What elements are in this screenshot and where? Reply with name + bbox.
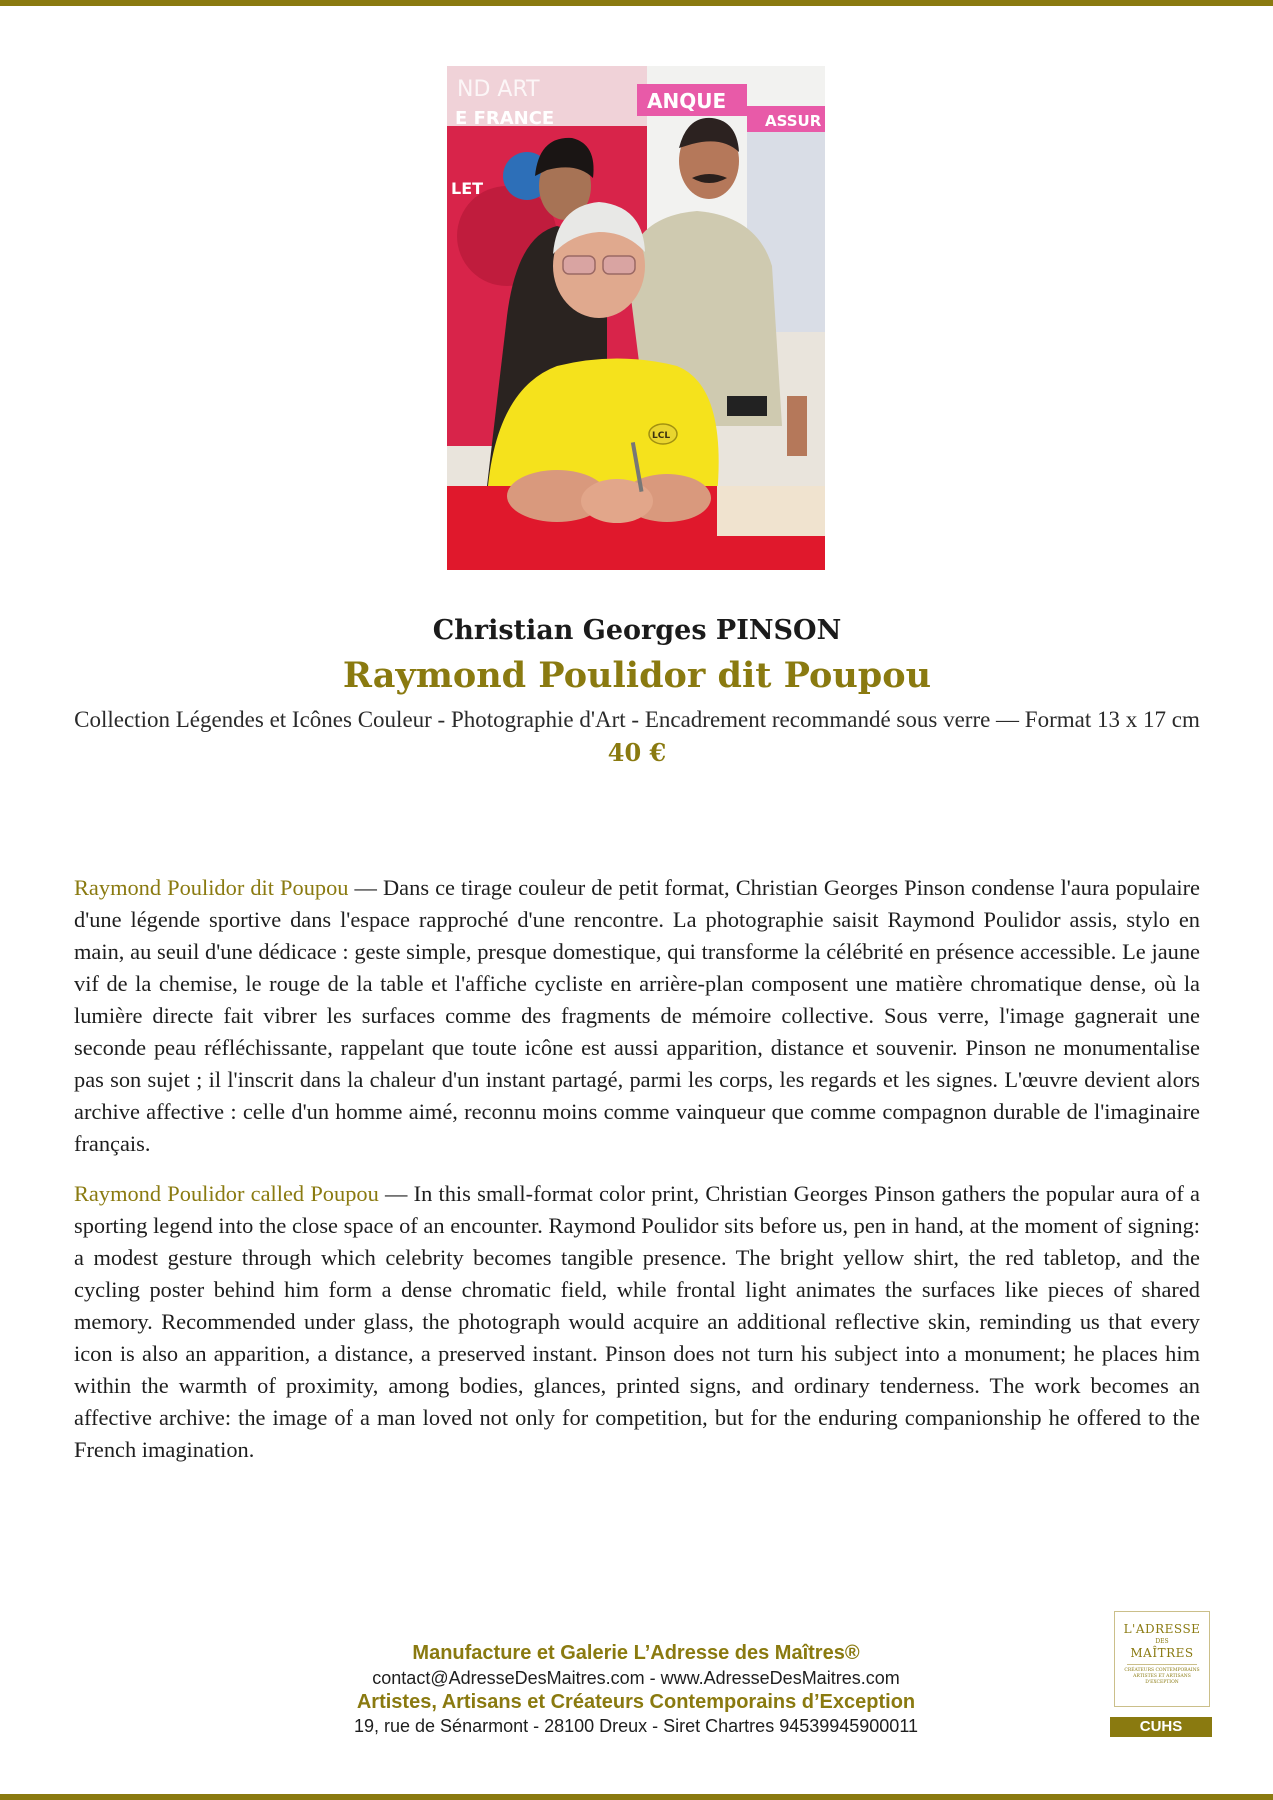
gallery-logo <box>1114 1611 1210 1707</box>
artwork-subtitle: Collection Légendes et Icônes Couleur - Photographie d'Art - Encadrement recommandé sous verre — Format 13 x 17 cm <box>74 707 1200 732</box>
top-rule <box>0 0 1273 6</box>
cuhs-badge: CUHS <box>1110 1717 1212 1737</box>
description-english-text: — In this small-format color print, Christian Georges Pinson gathers the popular aura of a sporting legend into the close space of an encounter. Raymond Poulidor sits before us, pen in hand, at the moment of signing: a modest gesture through which celebrity becomes tangible presence. The bright yellow shirt, the red tabletop, and the cycling poster behind him form a dense chromatic field, while frontal light animates the surfaces like pieces of shared memory. Recommended under glass, the photograph would acquire an additional reflective skin, reminding us that every icon is also an apparition, a distance, a preserved instant. Pinson does not turn his subject into a monument; he places him within the warmth of proximity, among bodies, glances, printed signs, and ordinary tenderness. The work becomes an affective archive: the image of a man loved not only for competition, but for the enduring companionship he offered to the French imagination. <box>74 1181 1200 1462</box>
footer <box>300 1640 972 1737</box>
svg-text:LET: LET <box>451 179 484 198</box>
artwork-header <box>74 612 1200 770</box>
description-french <box>74 872 1200 1160</box>
svg-text:ANQUE: ANQUE <box>647 89 727 113</box>
description-english-lead: Raymond Poulidor called Poupou <box>74 1181 379 1206</box>
svg-text:E FRANCE: E FRANCE <box>455 108 555 129</box>
artist-name: Christian Georges PINSON <box>432 615 842 646</box>
footer-gallery-name: Manufacture et Galerie L’Adresse des Maîtres® <box>412 1642 860 1664</box>
footer-contact: contact@AdresseDesMaitres.com - www.AdresseDesMaitres.com <box>372 1668 900 1688</box>
description-english <box>74 1178 1200 1466</box>
svg-text:ND ART: ND ART <box>457 77 540 102</box>
logo-line-3: MAÎTRES <box>1130 1646 1194 1660</box>
artwork-price: 40 € <box>607 738 667 767</box>
footer-tagline: Artistes, Artisans et Créateurs Contemporains d’Exception <box>356 1691 916 1713</box>
artwork-photo <box>447 66 825 570</box>
logo-line-4: CRÉATEURS CONTEMPORAINS ARTISTES ET ARTISANS D'EXCEPTION <box>1124 1668 1200 1685</box>
footer-address: 19, rue de Sénarmont - 28100 Dreux - Siret Chartres 94539945900011 <box>353 1716 919 1736</box>
logo-divider <box>1127 1664 1197 1665</box>
logo-line-1: L'ADRESSE <box>1123 1622 1201 1636</box>
svg-text:LCL: LCL <box>652 431 671 441</box>
artwork-title: Raymond Poulidor dit Poupou <box>342 655 932 696</box>
description-french-text: — Dans ce tirage couleur de petit format, Christian Georges Pinson condense l'aura populaire d'une légende sportive dans l'espace rapproché d'une rencontre. La photographie saisit Raymond Poulidor assis, stylo en main, au seuil d'une dédicace : geste simple, presque domestique, qui transforme la célébrité en présence accessible. Le jaune vif de la chemise, le rouge de la table et l'affiche cycliste en arrière-plan composent une matière chromatique dense, où la lumière directe fait vibrer les surfaces comme des fragments de mémoire collective. Sous verre, l'image gagnerait une seconde peau réfléchissante, rappelant que toute icône est aussi apparition, distance et souvenir. Pinson ne monumentalise pas son sujet ; il l'inscrit dans la chaleur d'un instant partagé, parmi les corps, les regards et les signes. L'œuvre devient alors archive affective : celle d'un homme aimé, reconnu moins comme vainqueur que comme compagnon durable de l'imaginaire français. <box>74 875 1200 1156</box>
bottom-rule <box>0 1794 1273 1800</box>
svg-text:ASSUR: ASSUR <box>765 112 822 130</box>
description-french-lead: Raymond Poulidor dit Poupou <box>74 875 349 900</box>
logo-line-2: DES <box>1155 1638 1169 1645</box>
description <box>74 872 1200 1484</box>
